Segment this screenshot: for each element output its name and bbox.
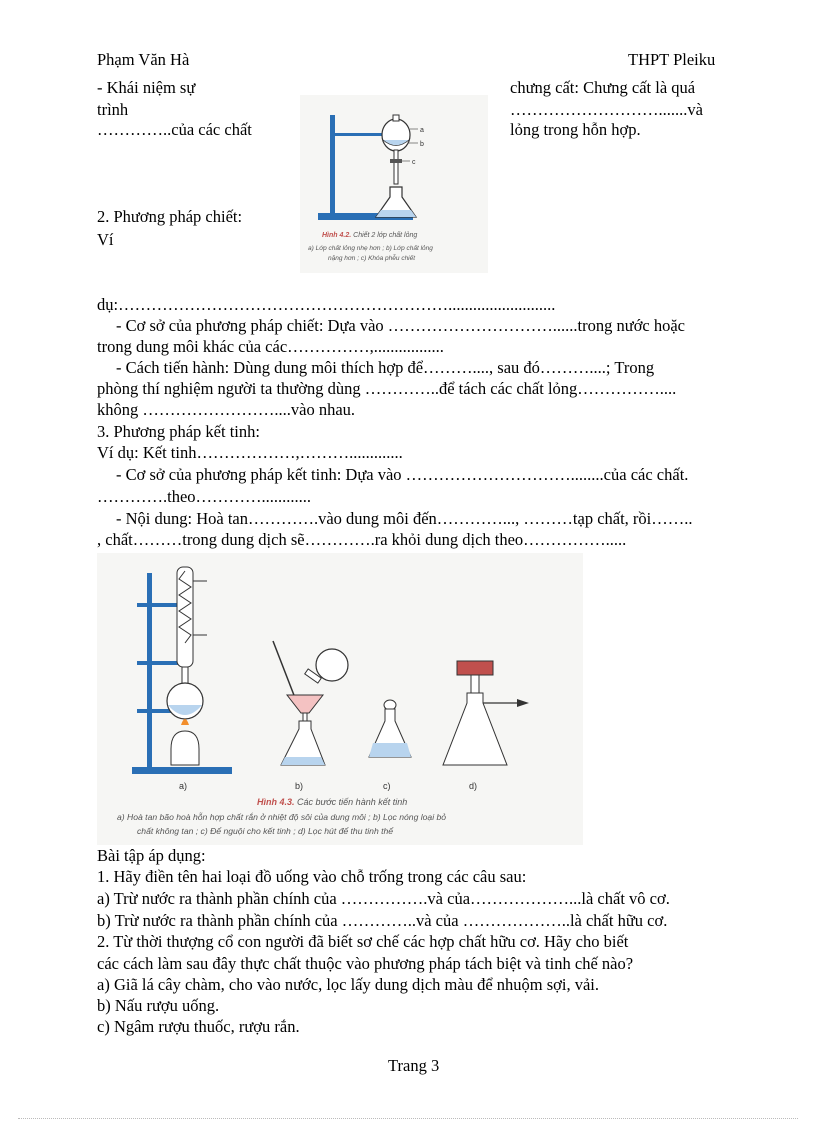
exercise-q2c: c) Ngâm rượu thuốc, rượu rắn. <box>97 1017 300 1036</box>
exercise-q1: 1. Hãy điền tên hai loại đồ uống vào chỗ trống trong các câu sau: <box>97 867 527 886</box>
arrow-icon <box>517 699 529 707</box>
exercise-q2-line1: 2. Từ thời thượng cổ con người đã biết sơ chế các hợp chất hữu cơ. Hãy cho biết <box>97 932 629 951</box>
distillation-right-line2: ……………………….......và <box>510 100 703 119</box>
figure43-title-rest: Các bước tiến hành kết tinh <box>294 797 408 807</box>
funnel-bulb <box>382 119 410 151</box>
label-b: b <box>420 141 424 148</box>
step-b-label: b) <box>295 781 304 791</box>
figure42-caption-a: a) Lớp chất lỏng nhẹ hơn ; b) Lớp chất lỏng <box>308 245 433 252</box>
section3-basis-a: - Cơ sở của phương pháp kết tinh: Dựa vào …………………………........của các chất. <box>116 465 689 484</box>
figure43-caption-a: a) Hoà tan bão hoà hỗn hợp chất rắn ở nhiệt độ sôi của dung môi ; b) Lọc nóng loại bỏ <box>117 812 447 822</box>
header-school: THPT Pleiku <box>628 50 716 69</box>
svg-text:Hình 4.3. Các bước tiến hành k <box>257 797 407 807</box>
figure-extraction <box>300 95 488 273</box>
stand-rod <box>330 115 335 215</box>
exercise-q2b: b) Nấu rượu uống. <box>97 996 220 1015</box>
header-author: Phạm Văn Hà <box>97 50 190 69</box>
section2-procedure-b: phòng thí nghiệm người ta thường dùng …………..để tách các chất lỏng…………….... <box>97 379 677 398</box>
step-a-label: a) <box>179 781 188 791</box>
exercises-heading: Bài tập áp dụng: <box>97 846 206 865</box>
distillation-left-line3: …………..của các chất <box>97 120 252 139</box>
reflux-condenser <box>177 567 193 667</box>
section3-heading: 3. Phương pháp kết tinh: <box>97 422 260 441</box>
funnel-stopper <box>393 115 399 121</box>
page-border <box>18 1118 798 1119</box>
filter-funnel <box>287 695 323 713</box>
figure42-title-rest: Chiết 2 lớp chất lỏng <box>351 232 418 239</box>
exercise-q2-line2: các cách làm sau đây thực chất thuộc vào phương pháp tách biệt và tinh chế nào? <box>97 954 634 973</box>
section3-example: Ví dụ: Kết tinh………………,………............. <box>97 443 403 462</box>
section2-basis-b: trong dung môi khác của các……………,................. <box>97 337 444 356</box>
buchner-funnel <box>457 661 493 675</box>
figure43-caption-b: chất không tan ; c) Để nguội cho kết tinh ; d) Lọc hút để thu tinh thể <box>137 826 394 836</box>
pouring-flask <box>316 649 348 681</box>
section2-vi: Ví <box>97 230 114 249</box>
flame-icon <box>181 719 189 725</box>
section3-content-a: - Nội dung: Hoà tan………….vào dung môi đến…………..., ………tạp chất, rồi…….. <box>116 509 693 528</box>
stand-rod-a <box>147 573 152 769</box>
svg-text:Hình 4.2. Chiết 2 lớp chất lỏn <box>322 231 417 239</box>
stand-base-a <box>132 767 232 774</box>
suction-flask <box>443 693 507 765</box>
section2-example: dụ:…………………………………………………….......................... <box>97 295 556 314</box>
section3-basis-b: ………….theo…………............ <box>97 487 312 506</box>
exercise-q1a: a) Trừ nước ra thành phần chính của …………….và của………………...là chất vô cơ. <box>97 889 670 908</box>
funnel-stopcock <box>390 159 402 163</box>
stirring-rod <box>273 641 297 703</box>
step-d-label: d) <box>469 781 478 791</box>
label-a: a <box>420 127 424 134</box>
distillation-left-line2: trình <box>97 100 129 119</box>
distillation-right-line1: chưng cất: Chưng cất là quá <box>510 78 696 97</box>
funnel-stem <box>394 150 398 184</box>
figure42-caption-b: nặng hơn ; c) Khóa phễu chiết <box>328 255 416 262</box>
exercise-q1b: b) Trừ nước ra thành phần chính của …………..và của ………………..là chất hữu cơ. <box>97 911 668 930</box>
section3-content-b: , chất………trong dung dịch sẽ………….ra khỏi dung dịch theo……………..... <box>97 530 627 549</box>
distillation-left-line1 <box>97 78 307 98</box>
figure-crystallization <box>97 553 583 845</box>
crystallization-illustration <box>97 553 583 845</box>
section2-procedure-a: - Cách tiến hành: Dùng dung môi thích hợp để………...., sau đó………....; Trong <box>116 358 655 377</box>
distillation-right-line3: lỏng trong hỗn hợp. <box>510 120 641 139</box>
section2-basis-a: - Cơ sở của phương pháp chiết: Dựa vào …………………………......trong nước hoặc <box>116 316 686 335</box>
label-c: c <box>412 159 416 166</box>
step-c-label: c) <box>383 781 391 791</box>
page-number: Trang 3 <box>388 1056 440 1075</box>
spirit-lamp <box>171 731 199 765</box>
figure42-title: Hình 4.2. <box>322 232 352 239</box>
figure43-title: Hình 4.3. <box>257 797 295 807</box>
section2-heading: 2. Phương pháp chiết: <box>97 207 243 226</box>
distillation-left-text1: - Khái niệm sự <box>97 78 196 97</box>
exercise-q2a: a) Giã lá cây chàm, cho vào nước, lọc lấy dung dịch màu để nhuộm sợi, vải. <box>97 975 599 994</box>
flask-liquid <box>376 210 416 217</box>
separatory-funnel-illustration <box>300 95 488 273</box>
section2-procedure-c: không ……………………....vào nhau. <box>97 400 356 419</box>
